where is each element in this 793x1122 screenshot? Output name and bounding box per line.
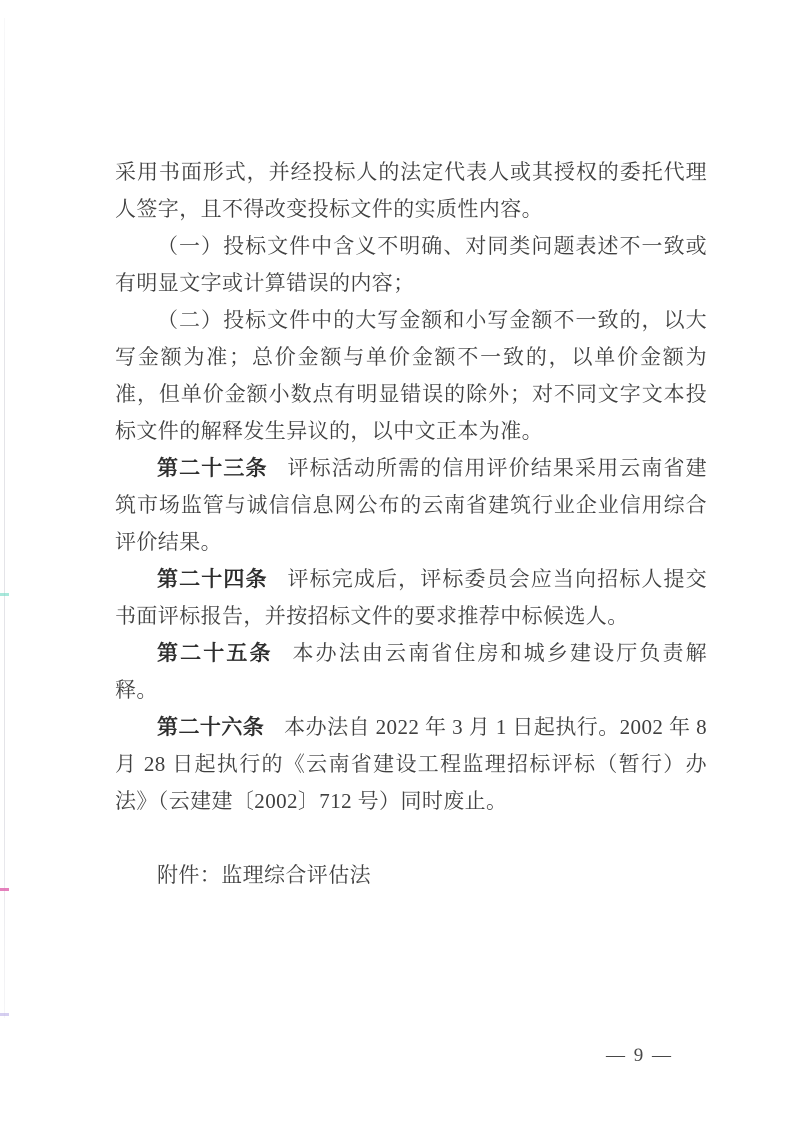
paragraph-item-2 bbox=[115, 302, 707, 450]
article-number: 第二十三条 bbox=[157, 456, 268, 480]
article-number: 第二十四条 bbox=[157, 567, 268, 591]
paragraph-article-24 bbox=[115, 561, 707, 635]
paragraph-article-25 bbox=[115, 635, 707, 709]
paragraph-text: 评标完成后，评标委员会应当向招标人提交书面评标报告，并按招标文件的要求推荐中标候选人。 bbox=[115, 567, 707, 628]
scan-mark-pink bbox=[0, 888, 9, 891]
paragraph-text: 本办法由云南省住房和城乡建设厅负责解释。 bbox=[115, 641, 708, 702]
paragraph-item-1 bbox=[115, 228, 707, 302]
document-body bbox=[115, 154, 707, 894]
page-number: — 9 — bbox=[606, 1045, 673, 1066]
paragraph-text: 评标活动所需的信用评价结果采用云南省建筑市场监管与诚信信息网公布的云南省建筑行业企业信用综合评价结果。 bbox=[115, 456, 707, 554]
paragraph-text: （一）投标文件中含义不明确、对同类问题表述不一致或有明显文字或计算错误的内容； bbox=[115, 234, 707, 295]
article-number: 第二十六条 bbox=[157, 715, 265, 739]
article-number: 第二十五条 bbox=[157, 641, 273, 665]
attachment-line bbox=[115, 857, 707, 894]
attachment-text: 附件：监理综合评估法 bbox=[157, 863, 371, 887]
scan-mark-lavender bbox=[0, 1013, 9, 1016]
scan-mark-cyan bbox=[0, 593, 9, 596]
paragraph-text: 采用书面形式，并经投标人的法定代表人或其授权的委托代理人签字，且不得改变投标文件的实质性内容。 bbox=[115, 160, 707, 221]
paragraph-text: （二）投标文件中的大写金额和小写金额不一致的，以大写金额为准；总价金额与单价金额不一致的，以单价金额为准，但单价金额小数点有明显错误的除外；对不同文字文本投标文件的解释发生异议的，以中文正本为准。 bbox=[115, 308, 707, 443]
scan-edge-artifact bbox=[4, 18, 5, 1018]
paragraph-continuation bbox=[115, 154, 707, 228]
paragraph-article-26 bbox=[115, 709, 707, 820]
paragraph-article-23 bbox=[115, 450, 707, 561]
paragraph-text: 本办法自 2022 年 3 月 1 日起执行。2002 年 8 月 28 日起执行的《云南省建设工程监理招标评标（暂行）办法》（云建建〔2002〕712 号）同时废止。 bbox=[115, 715, 707, 813]
